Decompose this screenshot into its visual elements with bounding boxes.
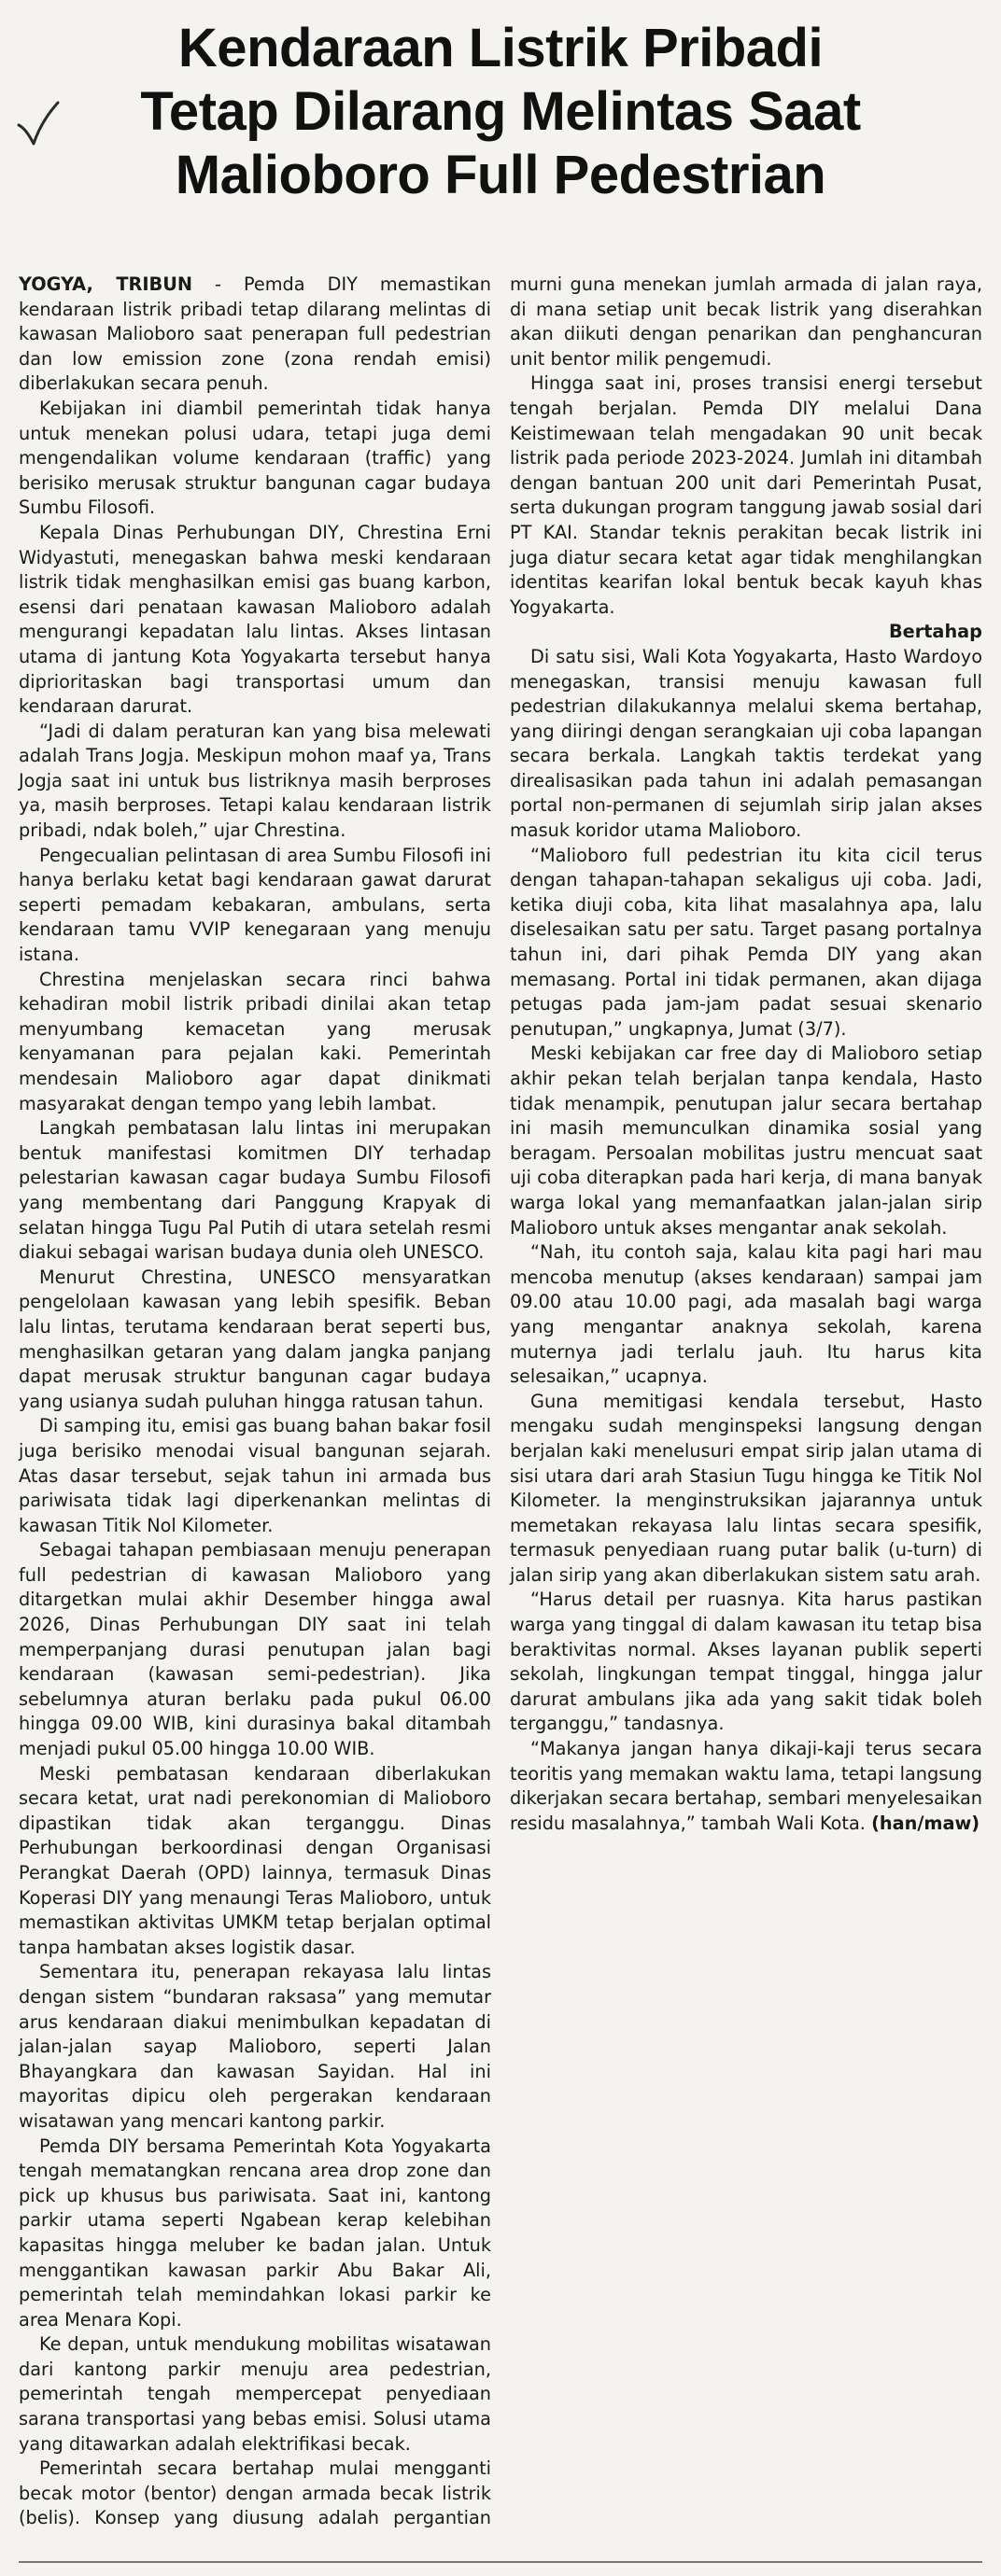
paragraph: Pemda DIY bersama Pemerintah Kota Yogyakarta tengah mematangkan rencana area drop zone dan pick up khusus bus pariwisata. Saat ini, kantong parkir utama seperti Ngabean kerap kelebihan kapasitas hingga meluber ke badan jalan. Untuk menggantikan kawasan parkir Abu Bakar Ali, pemerintah telah memindahkan lokasi parkir ke area Menara Kopi. [19, 2135, 491, 2331]
paragraph: “Harus detail per ruasnya. Kita harus pastikan warga yang tinggal di dalam kawasan itu tetap bisa beraktivitas normal. Akses layanan publik seperti sekolah, lingkungan tempat tinggal, hingga jalur darurat ambulans jika ada yang sakit tidak boleh terganggu,” tandasnya. [510, 1589, 982, 1735]
paragraph: Guna memitigasi kendala tersebut, Hasto mengaku sudah menginspeksi langsung dengan berjalan kaki menelusuri empat sirip jalan utama di sisi utara dari arah Stasiun Tugu hingga ke Titik Nol Kilometer. Ia menginstruksikan jajarannya untuk memetakan rekayasa lalu lintas secara spesifik, termasuk penyediaan ruang putar balik (u-turn) di jalan sirip yang akan diberlakukan sistem satu arah. [510, 1390, 982, 1586]
paragraph: Pengecualian pelintasan di area Sumbu Filosofi ini hanya berlaku ketat bagi kendaraan gawat darurat seperti pemadam kebakaran, ambulans, serta kendaraan tamu VVIP kenegaraan yang menuju istana. [19, 844, 491, 966]
author-signoff: (han/maw) [871, 1812, 980, 1834]
subheading: Bertahap [888, 621, 982, 643]
paragraph: Sementara itu, penerapan rekayasa lalu lintas dengan sistem “bundaran raksasa” yang memutar arus kendaraan diakui menimbulkan kepadatan di jalan-jalan sayap Malioboro, seperti Jalan Bhayangkara dan kawasan Sayidan. Hal ini mayoritas dipicu oleh pergerakan kendaraan wisatawan yang mencari kantong parkir. [19, 1961, 491, 2132]
handwritten-checkmark-icon [13, 93, 78, 159]
paragraph: Kepala Dinas Perhubungan DIY, Chrestina Erni Widyastuti, menegaskan bahwa meski kendaraan listrik tidak menghasilkan emisi gas buang karbon, esensi dari penataan kawasan Malioboro adalah mengurangi kepadatan lalu lintas. Akses lintasan utama di jantung Kota Yogyakarta tersebut hanya diprioritaskan bagi transportasi umum dan kendaraan darurat. [19, 521, 491, 718]
paragraph: Menurut Chrestina, UNESCO mensyaratkan pengelolaan kawasan yang lebih spesifik. Beban lalu lintas, terutama kendaraan berat seperti bus, menghasilkan getaran yang dalam jangka panjang dapat merusak struktur bangunan cagar budaya yang usianya sudah puluhan hingga ratusan tahun. [19, 1266, 491, 1412]
paragraph: Di samping itu, emisi gas buang bahan bakar fosil juga berisiko menodai visual bangunan sejarah. Atas dasar tersebut, sejak tahun ini armada bus pariwisata tidak lagi diperkenankan melintas di kawasan Titik Nol Kilometer. [19, 1415, 491, 1536]
paragraph: Meski kebijakan car free day di Malioboro setiap akhir pekan telah berjalan tanpa kendala, Hasto tidak menampik, penutupan jalur secara bertahap ini masih memunculkan dinamika sosial yang beragam. Persoalan mobilitas justru mencuat saat uji coba diterapkan pada hari kerja, di mana banyak warga lokal yang memanfaatkan jalan-jalan sirip Malioboro untuk akses mengantar anak sekolah. [510, 1043, 982, 1239]
headline-line-2: Tetap Dilarang Melintas Saat [140, 81, 861, 142]
paragraph-text: “Makanya jangan hanya dikaji-kaji terus secara teoritis yang memakan waktu lama, tetapi langsung dikerjakan secara bertahap, sembari menyelesaikan residu masalahnya,” tambah Wali Kota. [510, 1738, 982, 1834]
paragraph: Hingga saat ini, proses transisi energi tersebut tengah berjalan. Pemda DIY melalui Dana Keistimewaan telah mengadakan 90 unit becak listrik pada periode 2023-2024. Jumlah ini ditambah dengan bantuan 200 unit dari Pemerintah Pusat, serta dukungan program tanggung jawab sosial dari PT KAI. Standar teknis perakitan becak listrik ini juga diatur secara ketat agar tidak menghilangkan identitas kearifan lokal bentuk becak kayuh khas Yogyakarta. [510, 372, 982, 618]
paragraph: Kebijakan ini diambil pemerintah tidak hanya untuk menekan polusi udara, tetapi juga demi mengendalikan volume kendaraan (traffic) yang berisiko merusak struktur bangunan cagar budaya Sumbu Filosofi. [19, 397, 491, 519]
paragraph-text: - Pemda DIY memastikan kendaraan listrik pribadi tetap dilarang melintas di kawasan Malioboro saat penerapan full pedestrian dan low emission zone (zona rendah emisi) diberlakukan secara penuh. [19, 273, 491, 395]
bottom-divider [19, 2561, 982, 2563]
paragraph: Chrestina menjelaskan secara rinci bahwa kehadiran mobil listrik pribadi dinilai akan tetap menyumbang kemacetan yang merusak kenyamanan para pejalan kaki. Pemerintah mendesain Malioboro agar dapat dinikmati masyarakat dengan tempo yang lebih lambat. [19, 968, 491, 1114]
headline-line-3: Malioboro Full Pedestrian [175, 145, 826, 205]
paragraph: Di satu sisi, Wali Kota Yogyakarta, Hasto Wardoyo menegaskan, transisi menuju kawasan full pedestrian dilakukannya melalui skema bertahap, yang diiringi dengan serangkaian uji coba lapangan secara berkala. Langkah taktis terdekat yang direalisasikan pada tahun ini adalah pemasangan portal non-permanen di sejumlah sirip jalan akses masuk koridor utama Malioboro. [510, 645, 982, 842]
dateline: YOGYA, TRIBUN [19, 273, 193, 295]
headline-line-1: Kendaraan Listrik Pribadi [177, 18, 824, 78]
headline [19, 17, 982, 207]
paragraph: Ke depan, untuk mendukung mobilitas wisatawan dari kantong parkir menuju area pedestrian, pemerintah tengah mempercepat penyediaan sarana transportasi yang bebas emisi. Solusi utama yang ditawarkan adalah elektrifikasi becak. [19, 2333, 491, 2455]
paragraph: Pemerintah secara bertahap mulai mengganti becak motor (bentor) dengan armada becak listrik (belis). Konsep yang diusung adalah pergantian murni guna menekan jumlah armada di jalan raya, di mana setiap unit becak listrik yang diserahkan akan diikuti dengan penarikan dan penghancuran unit bentor milik pengemudi. [19, 273, 982, 2529]
paragraph: “Malioboro full pedestrian itu kita cicil terus dengan tahapan-tahapan sekaligus uji coba. Jadi, ketika diuji coba, kita lihat masalahnya apa, lalu diselesaikan satu per satu. Target pasang portalnya tahun ini, dari pihak Pemda DIY yang akan memasang. Portal ini tidak permanen, akan dijaga petugas pada jam-jam padat sesuai skenario penutupan,” ungkapnya, Jumat (3/7). [510, 844, 982, 1040]
paragraph: Langkah pembatasan lalu lintas ini merupakan bentuk manifestasi komitmen DIY terhadap pelestarian kawasan cagar budaya Sumbu Filosofi yang membentang dari Panggung Krapyak di selatan hingga Tugu Pal Putih di utara setelah resmi diakui sebagai warisan budaya dunia oleh UNESCO. [19, 1117, 491, 1264]
paragraph [510, 1737, 982, 1836]
paragraph: Meski pembatasan kendaraan diberlakukan secara ketat, urat nadi perekonomian di Malioboro dipastikan tidak akan terganggu. Dinas Perhubungan berkoordinasi dengan Organisasi Perangkat Daerah (OPD) lainnya, termasuk Dinas Koperasi DIY yang menaungi Teras Malioboro, untuk memastikan aktivitas UMKM tetap berjalan optimal tanpa hambatan akses logistik dasar. [19, 1762, 491, 1958]
paragraph: “Nah, itu contoh saja, kalau kita pagi hari mau mencoba menutup (akses kendaraan) sampai jam 09.00 atau 10.00 pagi, ada masalah bagi warga yang mengantar anaknya sekolah, karena muternya jadi terlalu jauh. Itu harus kita selesaikan,” ucapnya. [510, 1241, 982, 1388]
paragraph [19, 273, 491, 397]
paragraph: “Jadi di dalam peraturan kan yang bisa melewati adalah Trans Jogja. Meskipun mohon maaf ya, Trans Jogja saat ini untuk bus listriknya masih berproses ya, masih berproses. Tetapi kalau kendaraan listrik pribadi, ndak boleh,” ujar Chrestina. [19, 720, 491, 842]
paragraph: Sebagai tahapan pembiasaan menuju penerapan full pedestrian di kawasan Malioboro yang ditargetkan mulai akhir Desember hingga awal 2026, Dinas Perhubungan DIY saat ini telah memperpanjang durasi penutupan jalan bagi kendaraan (kawasan semi-pedestrian). Jika sebelumnya aturan berlaku pada pukul 06.00 hingga 09.00 WIB, kini durasinya bakal ditambah menjadi pukul 05.00 hingga 10.00 WIB. [19, 1539, 491, 1760]
article-body [19, 273, 982, 2541]
